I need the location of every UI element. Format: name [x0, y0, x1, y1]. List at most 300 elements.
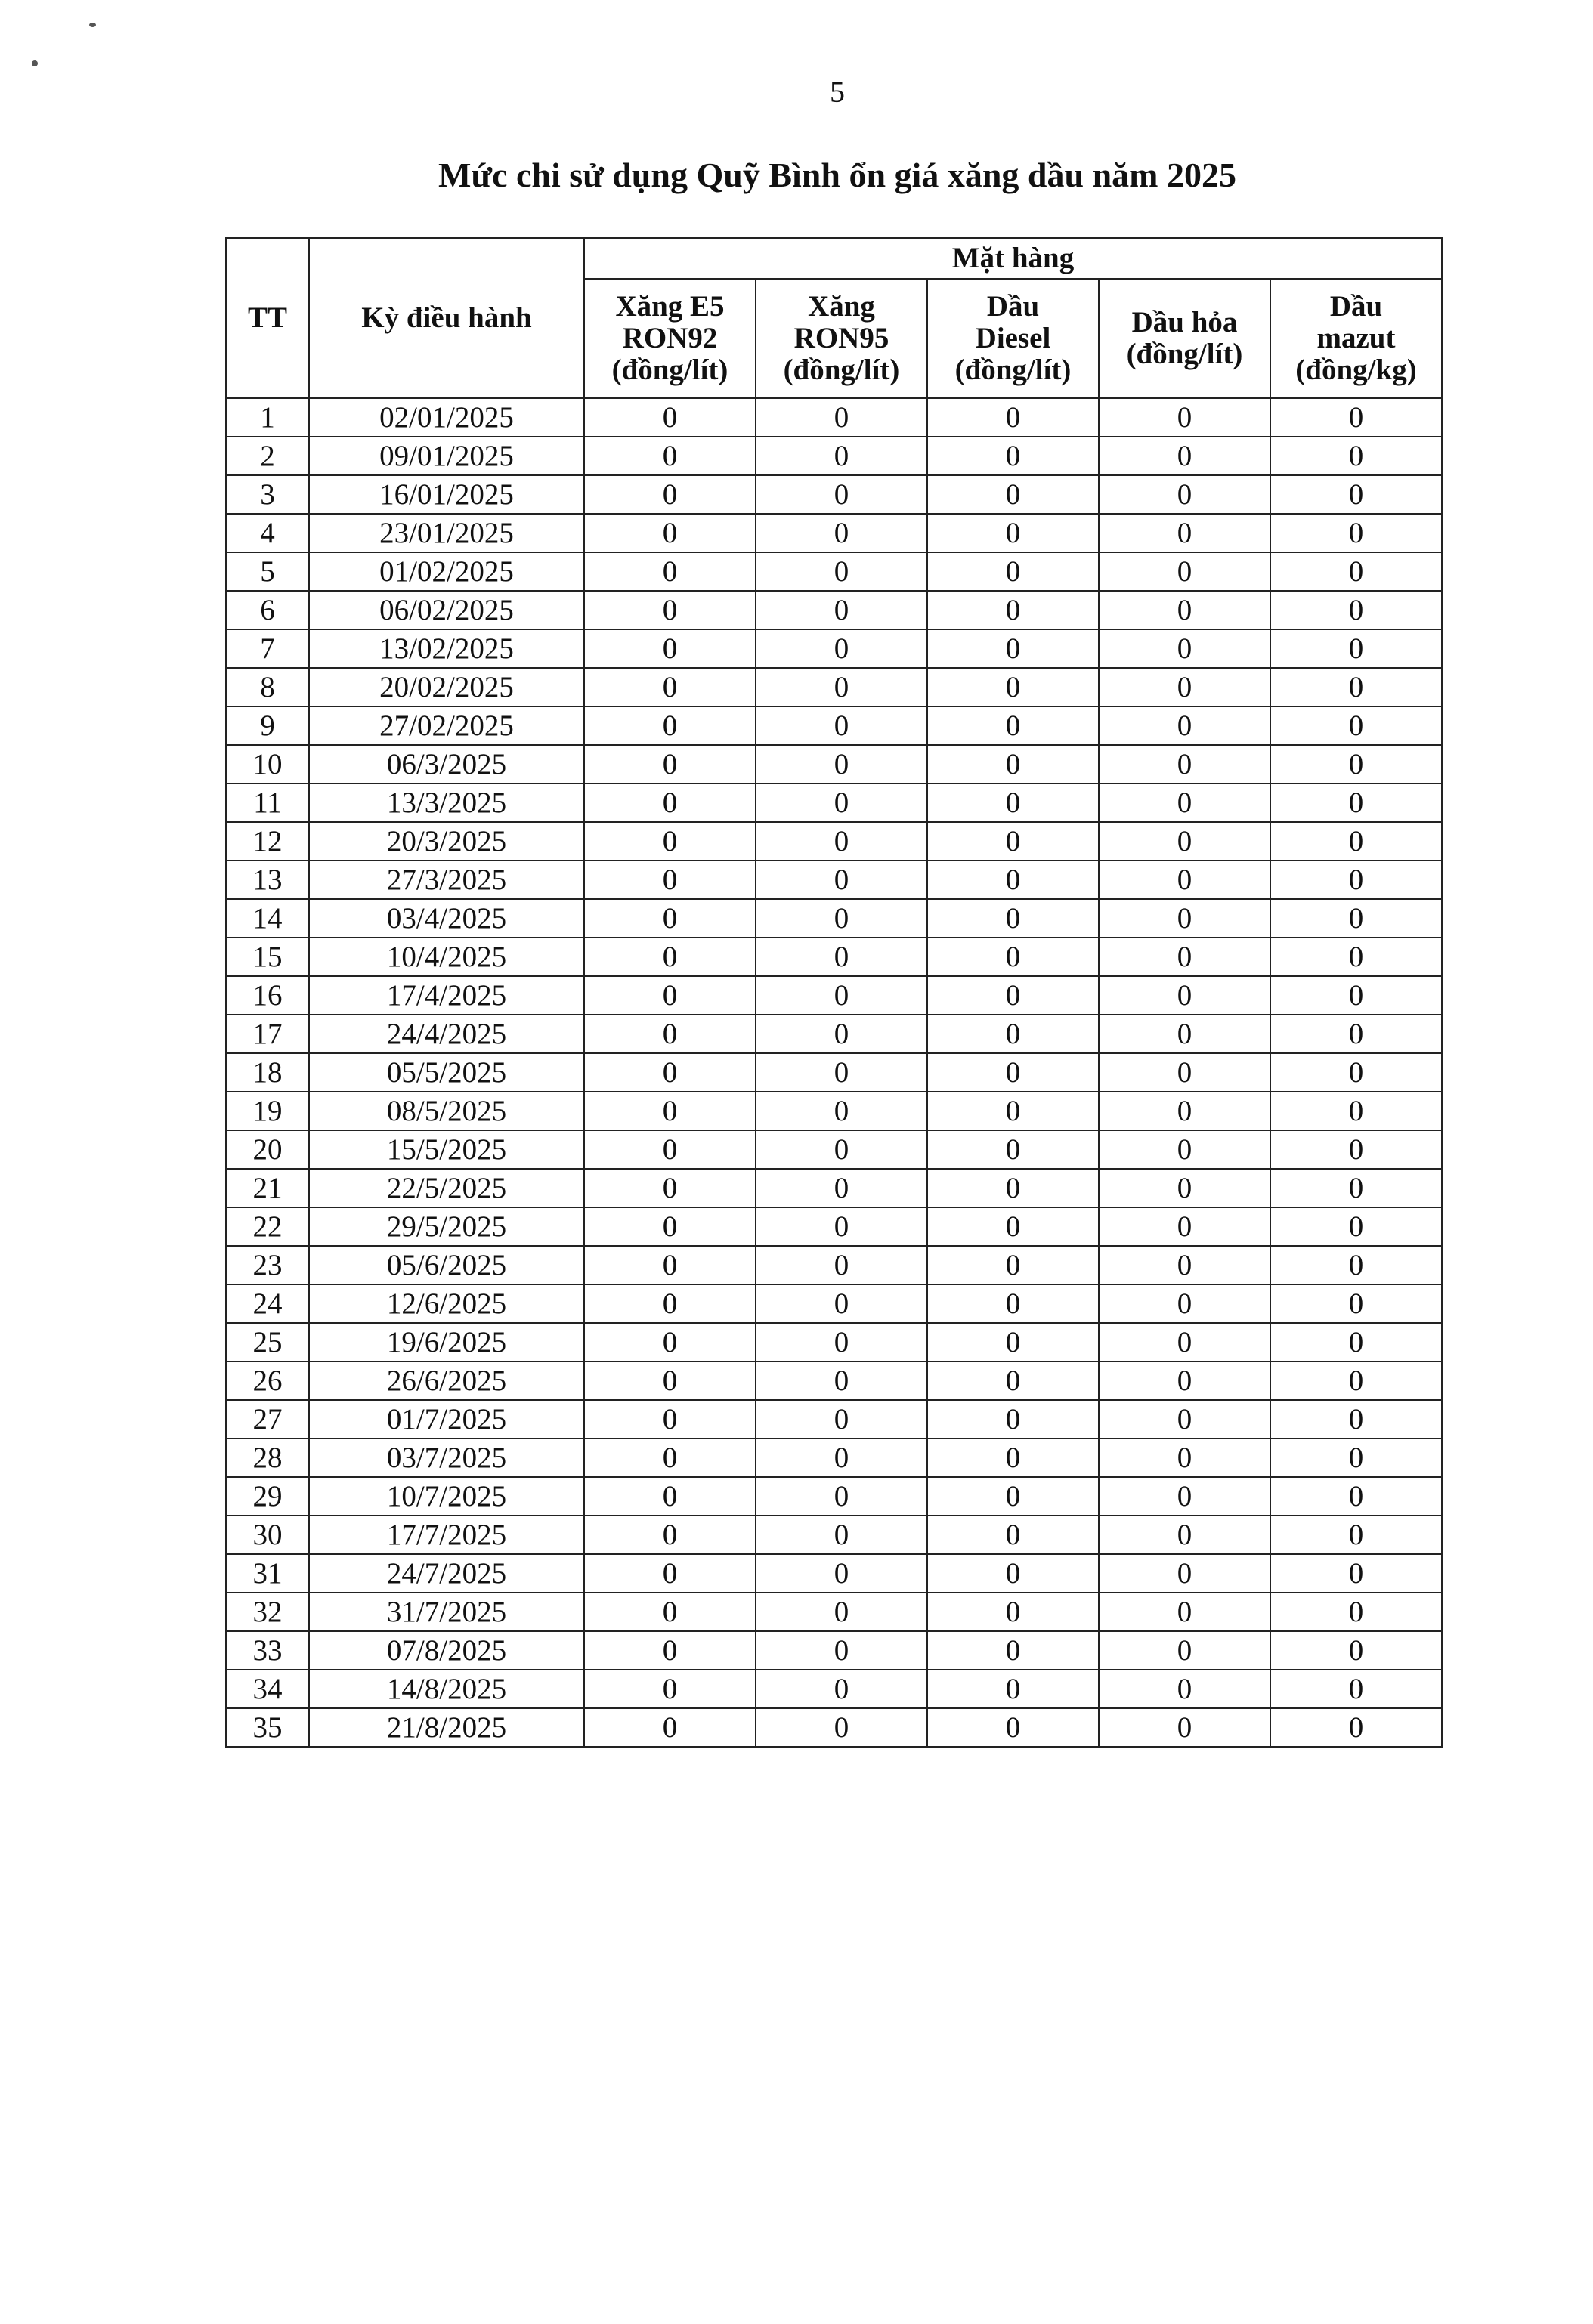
cell-ron95: 0	[756, 1516, 927, 1554]
cell-kerosene: 0	[1099, 783, 1270, 822]
cell-diesel: 0	[927, 1708, 1099, 1747]
cell-diesel: 0	[927, 437, 1099, 475]
cell-tt: 4	[226, 514, 309, 552]
cell-tt: 34	[226, 1670, 309, 1708]
cell-diesel: 0	[927, 1439, 1099, 1477]
table-row	[226, 822, 1442, 861]
cell-ron95: 0	[756, 1400, 927, 1439]
cell-kerosene: 0	[1099, 1169, 1270, 1207]
table-body	[226, 398, 1442, 1747]
cell-diesel: 0	[927, 1284, 1099, 1323]
cell-period: 31/7/2025	[309, 1593, 584, 1631]
document-title: Mức chi sử dụng Quỹ Bình ổn giá xăng dầu năm 2025	[438, 156, 1236, 194]
cell-tt: 30	[226, 1516, 309, 1554]
cell-mazut: 0	[1270, 1554, 1442, 1593]
cell-e5-ron92: 0	[584, 668, 756, 706]
cell-period: 13/02/2025	[309, 629, 584, 668]
cell-e5-ron92: 0	[584, 1477, 756, 1516]
cell-period: 01/7/2025	[309, 1400, 584, 1439]
header-e5-ron92	[584, 279, 756, 398]
cell-diesel: 0	[927, 1516, 1099, 1554]
cell-tt: 9	[226, 706, 309, 745]
cell-e5-ron92: 0	[584, 1631, 756, 1670]
cell-ron95: 0	[756, 1670, 927, 1708]
cell-e5-ron92: 0	[584, 1207, 756, 1246]
cell-mazut: 0	[1270, 1092, 1442, 1130]
cell-mazut: 0	[1270, 1361, 1442, 1400]
cell-tt: 17	[226, 1015, 309, 1053]
cell-tt: 3	[226, 475, 309, 514]
cell-kerosene: 0	[1099, 1284, 1270, 1323]
table-row	[226, 629, 1442, 668]
cell-e5-ron92: 0	[584, 861, 756, 899]
cell-diesel: 0	[927, 1015, 1099, 1053]
cell-ron95: 0	[756, 1053, 927, 1092]
cell-ron95: 0	[756, 668, 927, 706]
cell-mazut: 0	[1270, 706, 1442, 745]
cell-period: 10/4/2025	[309, 938, 584, 976]
cell-e5-ron92: 0	[584, 1130, 756, 1169]
cell-e5-ron92: 0	[584, 783, 756, 822]
cell-mazut: 0	[1270, 745, 1442, 783]
cell-diesel: 0	[927, 861, 1099, 899]
cell-e5-ron92: 0	[584, 514, 756, 552]
table-row	[226, 552, 1442, 591]
cell-mazut: 0	[1270, 1516, 1442, 1554]
cell-ron95: 0	[756, 398, 927, 437]
cell-mazut: 0	[1270, 1130, 1442, 1169]
table-row	[226, 1439, 1442, 1477]
cell-tt: 28	[226, 1439, 309, 1477]
cell-ron95: 0	[756, 475, 927, 514]
header-line: Dầu	[986, 290, 1040, 323]
cell-kerosene: 0	[1099, 1593, 1270, 1631]
cell-e5-ron92: 0	[584, 1015, 756, 1053]
cell-tt: 19	[226, 1092, 309, 1130]
cell-kerosene: 0	[1099, 1631, 1270, 1670]
header-line: RON92	[622, 322, 718, 354]
scan-speck	[89, 23, 96, 27]
cell-period: 05/5/2025	[309, 1053, 584, 1092]
cell-tt: 21	[226, 1169, 309, 1207]
cell-mazut: 0	[1270, 514, 1442, 552]
cell-period: 16/01/2025	[309, 475, 584, 514]
cell-e5-ron92: 0	[584, 899, 756, 938]
cell-period: 03/7/2025	[309, 1439, 584, 1477]
cell-mazut: 0	[1270, 861, 1442, 899]
cell-e5-ron92: 0	[584, 1554, 756, 1593]
cell-period: 24/4/2025	[309, 1015, 584, 1053]
cell-mazut: 0	[1270, 1169, 1442, 1207]
table-row	[226, 1516, 1442, 1554]
cell-e5-ron92: 0	[584, 1361, 756, 1400]
cell-diesel: 0	[927, 1246, 1099, 1284]
cell-tt: 27	[226, 1400, 309, 1439]
header-line: (đồng/lít)	[1126, 338, 1243, 370]
cell-tt: 8	[226, 668, 309, 706]
table-row	[226, 591, 1442, 629]
cell-diesel: 0	[927, 1670, 1099, 1708]
cell-ron95: 0	[756, 591, 927, 629]
cell-ron95: 0	[756, 783, 927, 822]
header-ron95	[756, 279, 927, 398]
cell-e5-ron92: 0	[584, 1053, 756, 1092]
cell-kerosene: 0	[1099, 668, 1270, 706]
cell-period: 08/5/2025	[309, 1092, 584, 1130]
cell-diesel: 0	[927, 1323, 1099, 1361]
cell-ron95: 0	[756, 1130, 927, 1169]
cell-period: 20/02/2025	[309, 668, 584, 706]
cell-diesel: 0	[927, 514, 1099, 552]
cell-kerosene: 0	[1099, 591, 1270, 629]
cell-ron95: 0	[756, 861, 927, 899]
cell-diesel: 0	[927, 552, 1099, 591]
cell-kerosene: 0	[1099, 899, 1270, 938]
cell-mazut: 0	[1270, 1053, 1442, 1092]
table-row	[226, 1092, 1442, 1130]
table-row	[226, 1053, 1442, 1092]
cell-e5-ron92: 0	[584, 976, 756, 1015]
table-row	[226, 706, 1442, 745]
cell-mazut: 0	[1270, 591, 1442, 629]
cell-e5-ron92: 0	[584, 822, 756, 861]
cell-tt: 1	[226, 398, 309, 437]
cell-period: 13/3/2025	[309, 783, 584, 822]
header-line: Xăng	[808, 290, 875, 323]
cell-period: 29/5/2025	[309, 1207, 584, 1246]
header-period: Kỳ điều hành	[309, 238, 584, 398]
header-line: (đồng/lít)	[954, 354, 1072, 386]
cell-tt: 2	[226, 437, 309, 475]
cell-tt: 12	[226, 822, 309, 861]
table-row	[226, 398, 1442, 437]
cell-mazut: 0	[1270, 1207, 1442, 1246]
cell-mazut: 0	[1270, 783, 1442, 822]
table-row	[226, 1015, 1442, 1053]
table-row	[226, 1670, 1442, 1708]
table-row	[226, 1169, 1442, 1207]
cell-e5-ron92: 0	[584, 552, 756, 591]
cell-diesel: 0	[927, 1361, 1099, 1400]
cell-ron95: 0	[756, 1092, 927, 1130]
cell-diesel: 0	[927, 398, 1099, 437]
cell-kerosene: 0	[1099, 1400, 1270, 1439]
cell-period: 14/8/2025	[309, 1670, 584, 1708]
cell-diesel: 0	[927, 629, 1099, 668]
cell-mazut: 0	[1270, 1400, 1442, 1439]
cell-ron95: 0	[756, 899, 927, 938]
cell-kerosene: 0	[1099, 1323, 1270, 1361]
cell-tt: 13	[226, 861, 309, 899]
cell-diesel: 0	[927, 475, 1099, 514]
header-line: (đồng/kg)	[1295, 354, 1417, 386]
cell-e5-ron92: 0	[584, 745, 756, 783]
cell-tt: 22	[226, 1207, 309, 1246]
cell-tt: 6	[226, 591, 309, 629]
cell-kerosene: 0	[1099, 1361, 1270, 1400]
cell-tt: 29	[226, 1477, 309, 1516]
page-number: 5	[830, 75, 845, 109]
cell-kerosene: 0	[1099, 1516, 1270, 1554]
cell-kerosene: 0	[1099, 629, 1270, 668]
cell-e5-ron92: 0	[584, 591, 756, 629]
cell-ron95: 0	[756, 1246, 927, 1284]
cell-tt: 5	[226, 552, 309, 591]
cell-mazut: 0	[1270, 1015, 1442, 1053]
table-row	[226, 899, 1442, 938]
cell-ron95: 0	[756, 976, 927, 1015]
cell-mazut: 0	[1270, 976, 1442, 1015]
cell-mazut: 0	[1270, 1593, 1442, 1631]
table-row	[226, 1323, 1442, 1361]
cell-e5-ron92: 0	[584, 1092, 756, 1130]
header-diesel	[927, 279, 1099, 398]
cell-e5-ron92: 0	[584, 398, 756, 437]
cell-ron95: 0	[756, 437, 927, 475]
table-row	[226, 1284, 1442, 1323]
table-row	[226, 861, 1442, 899]
cell-mazut: 0	[1270, 1246, 1442, 1284]
cell-period: 10/7/2025	[309, 1477, 584, 1516]
table-row	[226, 437, 1442, 475]
cell-kerosene: 0	[1099, 1092, 1270, 1130]
cell-mazut: 0	[1270, 629, 1442, 668]
cell-tt: 18	[226, 1053, 309, 1092]
cell-e5-ron92: 0	[584, 629, 756, 668]
table-row	[226, 1207, 1442, 1246]
cell-ron95: 0	[756, 706, 927, 745]
cell-ron95: 0	[756, 1169, 927, 1207]
cell-period: 01/02/2025	[309, 552, 584, 591]
header-line: mazut	[1316, 322, 1396, 354]
cell-kerosene: 0	[1099, 976, 1270, 1015]
cell-tt: 26	[226, 1361, 309, 1400]
cell-kerosene: 0	[1099, 1670, 1270, 1708]
cell-tt: 23	[226, 1246, 309, 1284]
cell-e5-ron92: 0	[584, 1284, 756, 1323]
cell-e5-ron92: 0	[584, 1400, 756, 1439]
cell-kerosene: 0	[1099, 1015, 1270, 1053]
table-row	[226, 1593, 1442, 1631]
cell-mazut: 0	[1270, 1439, 1442, 1477]
cell-ron95: 0	[756, 1593, 927, 1631]
table-row	[226, 1708, 1442, 1747]
cell-diesel: 0	[927, 1169, 1099, 1207]
cell-kerosene: 0	[1099, 1477, 1270, 1516]
cell-period: 17/4/2025	[309, 976, 584, 1015]
cell-diesel: 0	[927, 938, 1099, 976]
cell-mazut: 0	[1270, 822, 1442, 861]
cell-tt: 14	[226, 899, 309, 938]
cell-e5-ron92: 0	[584, 1670, 756, 1708]
cell-kerosene: 0	[1099, 475, 1270, 514]
table-row	[226, 1400, 1442, 1439]
cell-period: 06/02/2025	[309, 591, 584, 629]
cell-kerosene: 0	[1099, 398, 1270, 437]
cell-ron95: 0	[756, 938, 927, 976]
cell-ron95: 0	[756, 822, 927, 861]
table-row	[226, 475, 1442, 514]
cell-period: 19/6/2025	[309, 1323, 584, 1361]
table-row	[226, 783, 1442, 822]
cell-e5-ron92: 0	[584, 938, 756, 976]
table-row	[226, 1130, 1442, 1169]
header-line: RON95	[793, 322, 889, 354]
cell-ron95: 0	[756, 1015, 927, 1053]
table-row	[226, 1361, 1442, 1400]
cell-tt: 31	[226, 1554, 309, 1593]
cell-diesel: 0	[927, 1130, 1099, 1169]
fund-usage-table	[225, 237, 1443, 1748]
cell-ron95: 0	[756, 1207, 927, 1246]
cell-ron95: 0	[756, 1323, 927, 1361]
cell-tt: 25	[226, 1323, 309, 1361]
cell-ron95: 0	[756, 1554, 927, 1593]
cell-e5-ron92: 0	[584, 1323, 756, 1361]
header-line: Diesel	[975, 322, 1051, 354]
cell-mazut: 0	[1270, 437, 1442, 475]
cell-kerosene: 0	[1099, 861, 1270, 899]
cell-diesel: 0	[927, 1053, 1099, 1092]
cell-ron95: 0	[756, 552, 927, 591]
cell-period: 23/01/2025	[309, 514, 584, 552]
cell-tt: 16	[226, 976, 309, 1015]
cell-ron95: 0	[756, 514, 927, 552]
header-row-group	[226, 238, 1442, 279]
cell-period: 12/6/2025	[309, 1284, 584, 1323]
cell-e5-ron92: 0	[584, 1708, 756, 1747]
cell-diesel: 0	[927, 706, 1099, 745]
cell-diesel: 0	[927, 591, 1099, 629]
cell-diesel: 0	[927, 822, 1099, 861]
cell-tt: 32	[226, 1593, 309, 1631]
cell-kerosene: 0	[1099, 1130, 1270, 1169]
header-tt: TT	[226, 238, 309, 398]
cell-period: 22/5/2025	[309, 1169, 584, 1207]
cell-tt: 7	[226, 629, 309, 668]
cell-e5-ron92: 0	[584, 1593, 756, 1631]
cell-mazut: 0	[1270, 668, 1442, 706]
cell-kerosene: 0	[1099, 1246, 1270, 1284]
cell-period: 24/7/2025	[309, 1554, 584, 1593]
cell-period: 27/3/2025	[309, 861, 584, 899]
cell-kerosene: 0	[1099, 1439, 1270, 1477]
cell-period: 03/4/2025	[309, 899, 584, 938]
cell-mazut: 0	[1270, 1670, 1442, 1708]
cell-mazut: 0	[1270, 552, 1442, 591]
cell-diesel: 0	[927, 1092, 1099, 1130]
header-line: Xăng E5	[615, 290, 725, 323]
table-row	[226, 668, 1442, 706]
cell-diesel: 0	[927, 668, 1099, 706]
cell-diesel: 0	[927, 1477, 1099, 1516]
cell-ron95: 0	[756, 1708, 927, 1747]
cell-diesel: 0	[927, 1207, 1099, 1246]
cell-ron95: 0	[756, 1439, 927, 1477]
cell-mazut: 0	[1270, 398, 1442, 437]
cell-e5-ron92: 0	[584, 1169, 756, 1207]
cell-ron95: 0	[756, 1284, 927, 1323]
header-kerosene	[1099, 279, 1270, 398]
cell-kerosene: 0	[1099, 938, 1270, 976]
cell-ron95: 0	[756, 1631, 927, 1670]
cell-period: 21/8/2025	[309, 1708, 584, 1747]
cell-e5-ron92: 0	[584, 1439, 756, 1477]
cell-period: 02/01/2025	[309, 398, 584, 437]
cell-period: 27/02/2025	[309, 706, 584, 745]
cell-diesel: 0	[927, 1631, 1099, 1670]
cell-kerosene: 0	[1099, 514, 1270, 552]
cell-tt: 24	[226, 1284, 309, 1323]
cell-mazut: 0	[1270, 1631, 1442, 1670]
header-line: (đồng/lít)	[611, 354, 728, 386]
cell-kerosene: 0	[1099, 1708, 1270, 1747]
cell-kerosene: 0	[1099, 1554, 1270, 1593]
cell-diesel: 0	[927, 1593, 1099, 1631]
cell-period: 15/5/2025	[309, 1130, 584, 1169]
cell-kerosene: 0	[1099, 822, 1270, 861]
cell-ron95: 0	[756, 629, 927, 668]
cell-mazut: 0	[1270, 1284, 1442, 1323]
cell-period: 09/01/2025	[309, 437, 584, 475]
cell-mazut: 0	[1270, 899, 1442, 938]
cell-e5-ron92: 0	[584, 706, 756, 745]
cell-mazut: 0	[1270, 1477, 1442, 1516]
table-row	[226, 1477, 1442, 1516]
table-row	[226, 745, 1442, 783]
header-line: Dầu	[1329, 290, 1383, 323]
table-row	[226, 1554, 1442, 1593]
table-header	[226, 238, 1442, 398]
cell-kerosene: 0	[1099, 437, 1270, 475]
header-mazut	[1270, 279, 1442, 398]
cell-diesel: 0	[927, 899, 1099, 938]
table-row	[226, 1631, 1442, 1670]
cell-mazut: 0	[1270, 1708, 1442, 1747]
cell-period: 17/7/2025	[309, 1516, 584, 1554]
cell-ron95: 0	[756, 1477, 927, 1516]
cell-period: 05/6/2025	[309, 1246, 584, 1284]
cell-ron95: 0	[756, 1361, 927, 1400]
table-row	[226, 976, 1442, 1015]
cell-tt: 33	[226, 1631, 309, 1670]
cell-kerosene: 0	[1099, 552, 1270, 591]
cell-e5-ron92: 0	[584, 475, 756, 514]
table-row	[226, 938, 1442, 976]
cell-e5-ron92: 0	[584, 1516, 756, 1554]
cell-tt: 11	[226, 783, 309, 822]
header-line: (đồng/lít)	[783, 354, 900, 386]
cell-diesel: 0	[927, 976, 1099, 1015]
cell-mazut: 0	[1270, 1323, 1442, 1361]
header-product-group: Mặt hàng	[584, 238, 1442, 279]
cell-ron95: 0	[756, 745, 927, 783]
cell-diesel: 0	[927, 783, 1099, 822]
cell-mazut: 0	[1270, 475, 1442, 514]
cell-diesel: 0	[927, 1400, 1099, 1439]
cell-period: 07/8/2025	[309, 1631, 584, 1670]
cell-e5-ron92: 0	[584, 437, 756, 475]
cell-kerosene: 0	[1099, 1207, 1270, 1246]
table-row	[226, 1246, 1442, 1284]
cell-kerosene: 0	[1099, 745, 1270, 783]
table-row	[226, 514, 1442, 552]
cell-tt: 15	[226, 938, 309, 976]
cell-period: 06/3/2025	[309, 745, 584, 783]
cell-mazut: 0	[1270, 938, 1442, 976]
cell-period: 26/6/2025	[309, 1361, 584, 1400]
cell-tt: 35	[226, 1708, 309, 1747]
